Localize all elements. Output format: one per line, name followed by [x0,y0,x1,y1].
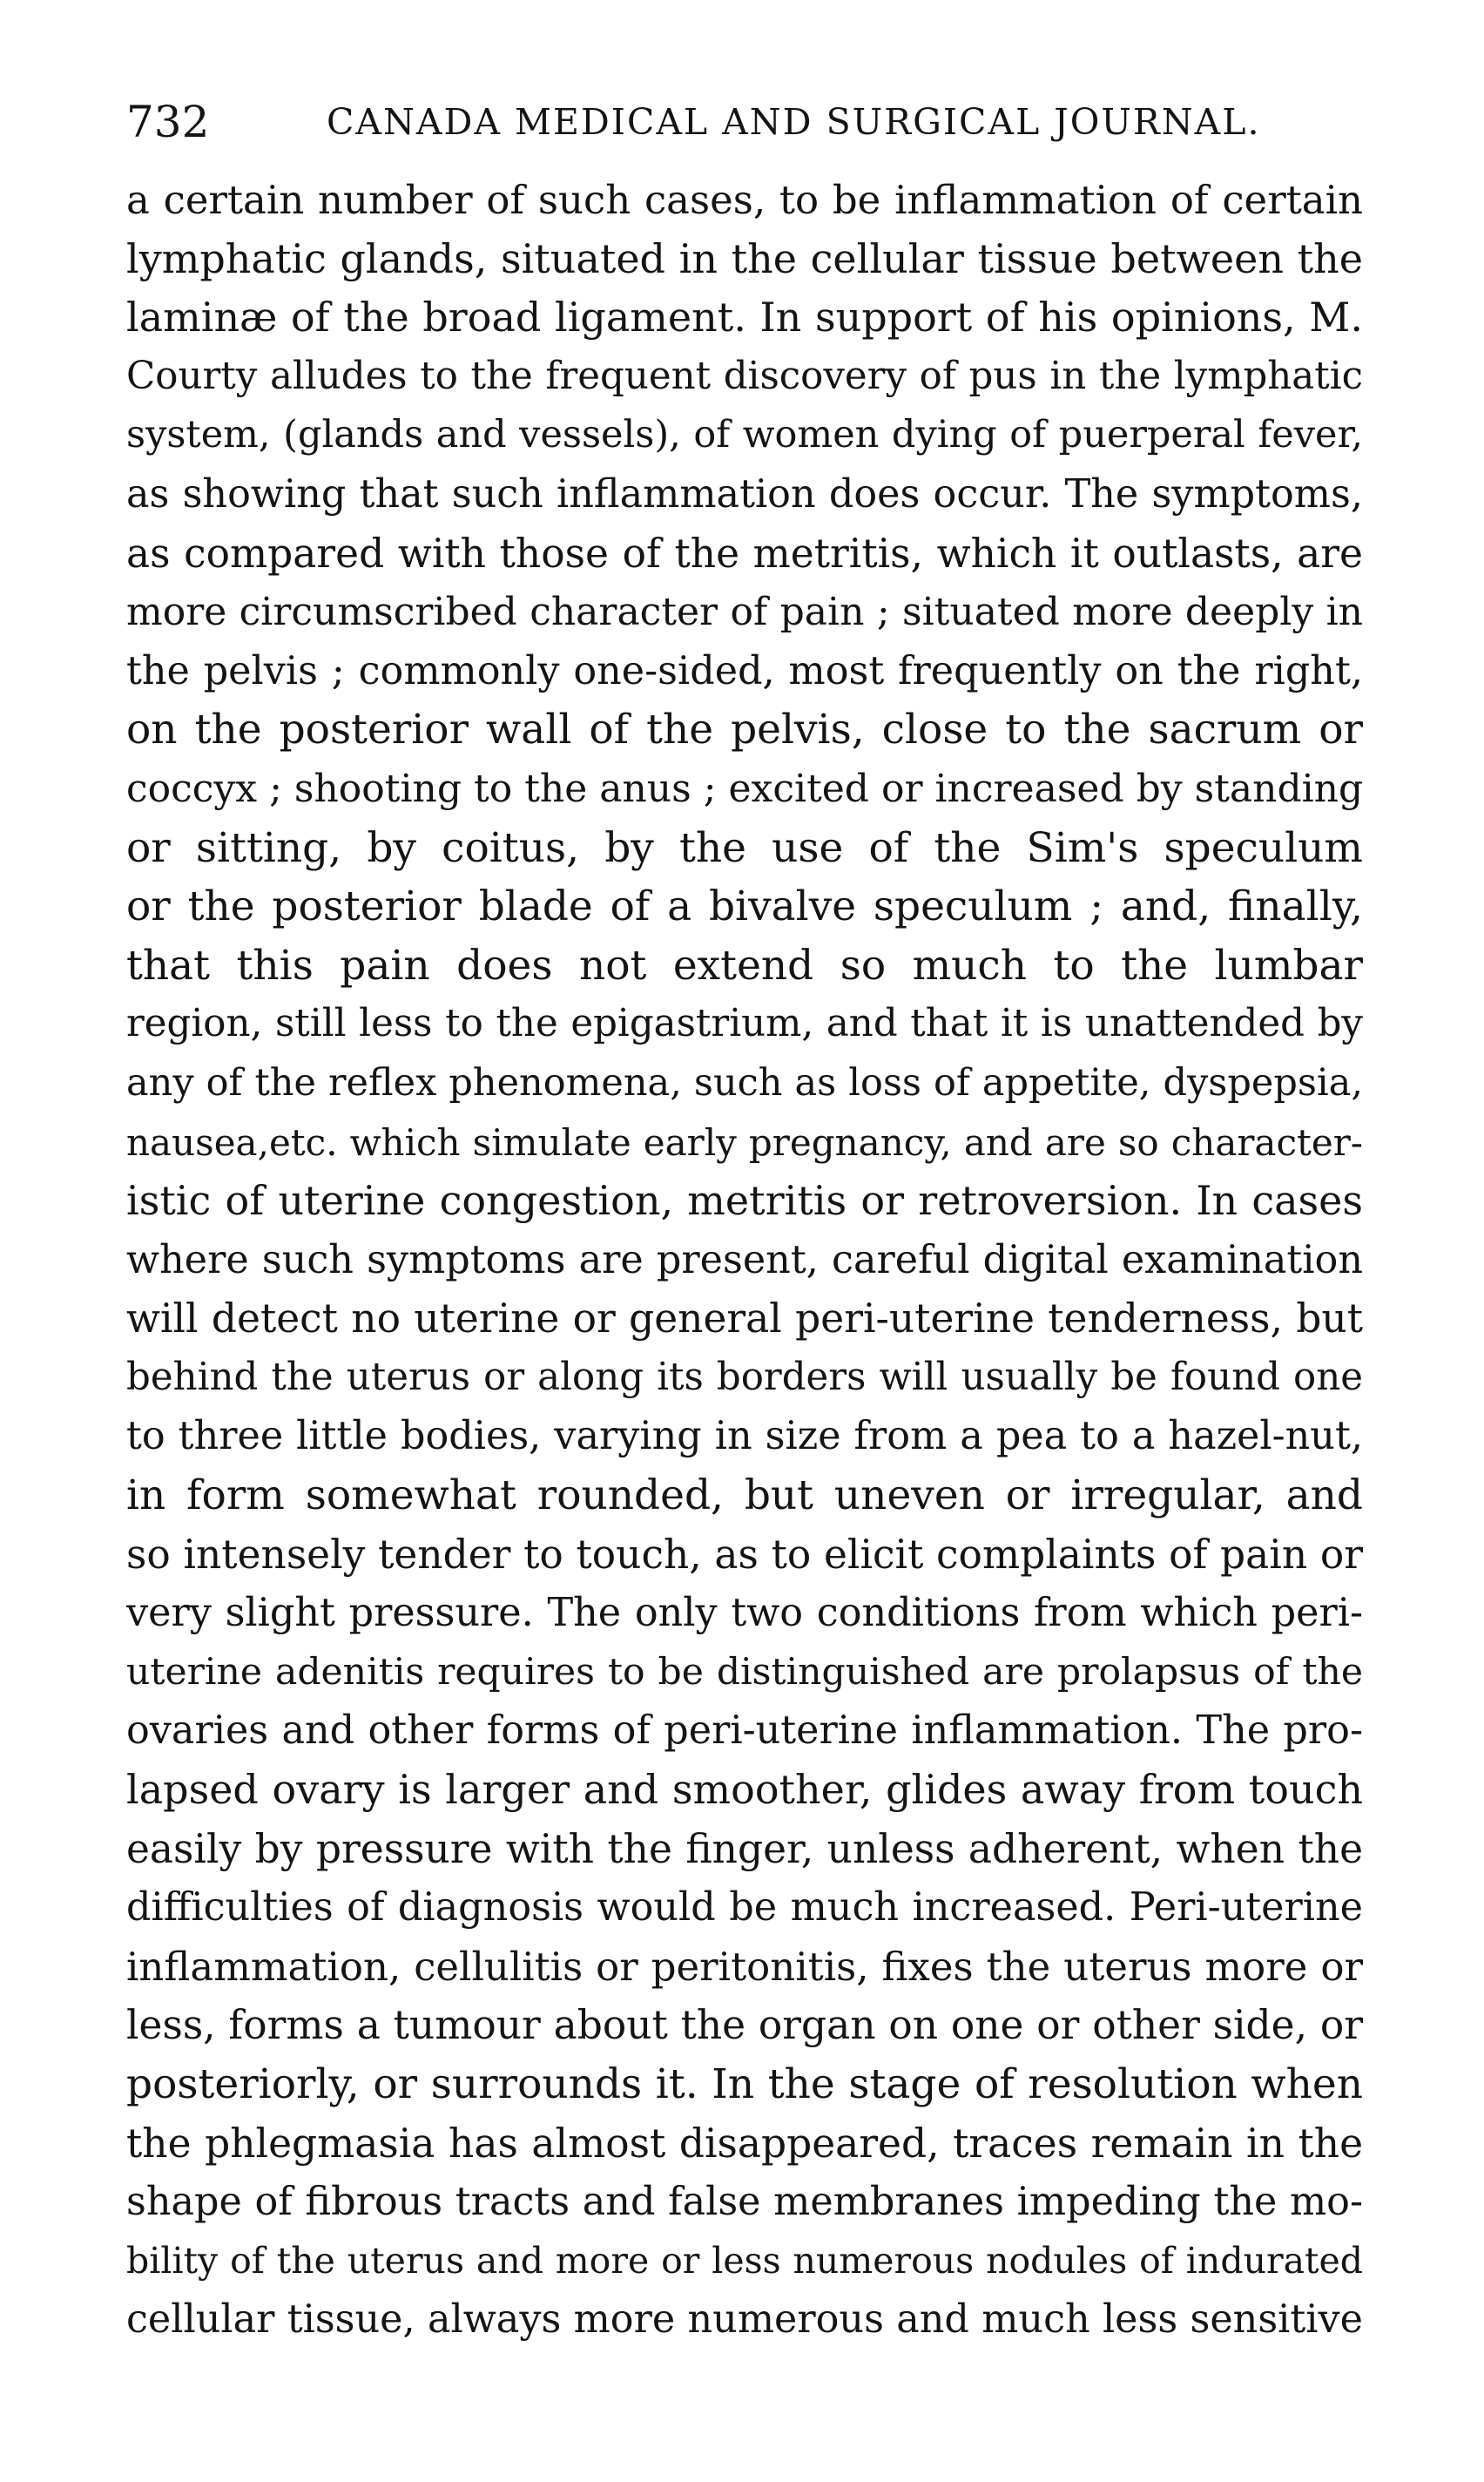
text-line: laminæ of the broad ligament. In support of his opinions, M. [126,294,1363,342]
text-line: the pelvis ; commonly one-sided, most frequently on the right, [126,648,1363,693]
text-line: or sitting, by coitus, by the use of the Sim's speculum [126,823,1363,872]
text-line: difficulties of diagnosis would be much increased. Peri-uterine [126,1885,1363,1931]
body-text [126,171,1363,2350]
text-line: will detect no uterine or general peri-uterine tenderness, but [126,1295,1363,1342]
text-line: on the posterior wall of the pelvis, close to the sacrum or [126,706,1363,754]
text-line: lymphatic glands, situated in the cellular tissue between the [126,234,1363,282]
text-line: ovaries and other forms of peri-uterine inflammation. The pro- [126,1708,1363,1754]
text-line: region, still less to the epigastrium, and that it is unattended by [126,1002,1363,1046]
text-line: that this pain does not extend so much to the lumbar [126,941,1363,990]
running-head [126,87,1363,157]
text-line: the phlegmasia has almost disappeared, traces remain in the [126,2120,1363,2167]
journal-title: CANADA MEDICAL AND SURGICAL JOURNAL. [327,101,1261,143]
text-line: where such symptoms are present, careful digital examination [126,1237,1363,1282]
text-line: lapsed ovary is larger and smoother, glides away from touch [126,1766,1363,1814]
text-line: nausea,etc. which simulate early pregnancy, and are so character- [126,1120,1363,1164]
text-line: coccyx ; shooting to the anus ; excited or increased by standing [126,766,1363,811]
text-line: inflammation, cellulitis or peritonitis, fixes the uterus more or [126,1943,1363,1990]
text-line: less, forms a tumour about the organ on one or other side, or [126,2002,1363,2049]
text-line: as showing that such inflammation does occur. The symptoms, [126,471,1363,517]
text-line: shape of fibrous tracts and false membranes impeding the mo- [126,2180,1363,2225]
text-line: to three little bodies, varying in size from a pea to a hazel-nut, [126,1414,1363,1459]
text-line: more circumscribed character of pain ; situated more deeply in [126,590,1363,635]
text-line: uterine adenitis requires to be distinguished are prolapsus of the [126,1650,1363,1694]
text-line: in form somewhat rounded, but uneven or irregular, and [126,1471,1363,1520]
text-line: very slight pressure. The only two conditions from which peri- [126,1591,1363,1636]
text-line: Courty alludes to the frequent discovery of pus in the lymphatic [126,354,1363,398]
text-line: any of the reflex phenomena, such as loss of appetite, dyspepsia, [126,1060,1363,1105]
text-line: system, (glands and vessels), of women dying of puerperal fever, [126,413,1363,457]
text-line: behind the uterus or along its borders will usually be found one [126,1355,1363,1399]
text-line: posteriorly, or surrounds it. In the stage of resolution when [126,2060,1363,2108]
text-line: or the posterior blade of a bivalve speculum ; and, finally, [126,883,1363,931]
text-line: cellular tissue, always more numerous and much less sensitive [126,2297,1363,2343]
text-line: so intensely tender to touch, as to elicit complaints of pain or [126,1531,1363,1578]
text-line: istic of uterine congestion, metritis or retroversion. In cases [126,1177,1363,1225]
text-line: easily by pressure with the finger, unless adherent, when the [126,1825,1363,1872]
text-line: as compared with those of the metritis, which it outlasts, are [126,530,1363,577]
page-number: 732 [126,97,210,147]
text-line: a certain number of such cases, to be inflammation of certain [126,177,1363,223]
text-line: bility of the uterus and more or less numerous nodules of indurated [126,2239,1363,2282]
